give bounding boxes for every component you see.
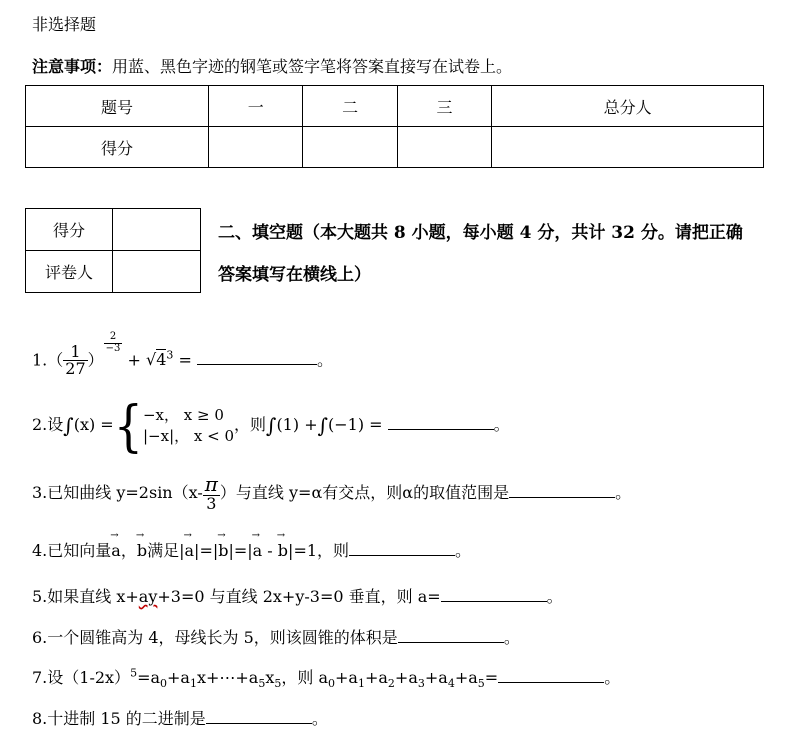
score-row-label: 得分 [26, 127, 209, 168]
q3-rest: ）与直线 y=α有交点，则α的取值范围是 [219, 483, 510, 502]
question-5 [32, 584, 563, 607]
notice [32, 54, 512, 77]
notice-text: 用蓝、黑色字迹的钢笔或签字笔将答案直接写在试卷上。 [112, 57, 513, 76]
q2-case1: −x， x ≥ 0 [142, 405, 224, 424]
q2-then: ，则 [234, 415, 267, 434]
score-header-cell: 一 [209, 86, 303, 127]
q7-then: ，则 a [281, 668, 329, 687]
q7-sub: 5 [258, 677, 266, 691]
q5-lead: 5.如果直线 x+ [32, 587, 139, 606]
q7-term: +a [364, 668, 388, 687]
q7-power: 5 [130, 666, 138, 680]
q7-sub: 4 [447, 677, 455, 691]
q7-sub: 5 [477, 677, 485, 691]
grader-score-cell[interactable] [113, 209, 201, 251]
q5-end: 。 [546, 587, 563, 606]
q7-term: +a [335, 668, 358, 687]
q4-comma: ， [120, 541, 137, 560]
q5-ay: ay [138, 587, 158, 606]
score-header-cell: 二 [303, 86, 397, 127]
q3-pi: π [204, 472, 218, 497]
question-8 [32, 706, 328, 729]
f-symbol: ∫ [317, 413, 329, 438]
part-title-line1: 二、填空题（本大题共 8 小题，每小题 4 分，共计 32 分。请把正确 [218, 223, 743, 243]
q7-sub: 5 [274, 677, 282, 691]
q1-fraction [63, 341, 87, 379]
vector-b: → b [137, 541, 147, 560]
q2-fm1: (−1) = [328, 415, 383, 434]
q2-end: 。 [493, 415, 510, 434]
q1-answer-blank[interactable] [197, 363, 317, 365]
score-cell[interactable] [492, 127, 764, 168]
q4-minus: - [262, 541, 278, 560]
q7-term: +a [454, 668, 478, 687]
vector-b: → b [218, 541, 228, 560]
score-header-cell: 题号 [26, 86, 209, 127]
q1-paren: （ [47, 350, 64, 370]
q7-term: +a [424, 668, 448, 687]
q2-f1: (1) + [276, 415, 318, 434]
q7-term: x+⋯+a [196, 668, 259, 687]
q8-end: 。 [311, 709, 328, 728]
question-3 [32, 468, 631, 518]
q6-end: 。 [503, 628, 520, 647]
q3-lead: 3.已知曲线 y=2sin（x- [32, 483, 203, 502]
question-7 [32, 665, 620, 690]
vector-a: → a [253, 541, 263, 560]
q7-term: x [265, 668, 275, 687]
q3-answer-blank[interactable] [509, 496, 615, 498]
q6-answer-blank[interactable] [398, 641, 504, 643]
q8-text: 8.十进制 15 的二进制是 [32, 709, 206, 728]
q1-denominator: 27 [65, 359, 86, 379]
q1-exp-num: 2 [104, 332, 123, 344]
grader-table [25, 208, 201, 293]
q1-paren-close: ） [87, 350, 104, 370]
question-1 [32, 330, 333, 382]
q4-bar: |=| [228, 541, 253, 560]
vector-a: → a [185, 541, 195, 560]
q5-answer-blank[interactable] [441, 600, 547, 602]
q8-answer-blank[interactable] [206, 722, 312, 724]
part-title-line2: 答案填写在横线上） [218, 265, 371, 285]
q1-number: 1. [32, 350, 48, 370]
q7-equals: = [484, 668, 499, 687]
question-2 [32, 393, 510, 458]
q3-fraction [203, 474, 220, 513]
q1-root-base: 4 [156, 350, 167, 370]
q2-lead: 2.设 [32, 415, 64, 434]
q4-mid: 满足| [147, 541, 185, 560]
section-label: 非选择题 [32, 15, 97, 34]
q7-term: +a [394, 668, 418, 687]
f-symbol: ∫ [266, 413, 277, 438]
score-cell[interactable] [209, 127, 303, 168]
q1-sqrt: $√4^3$ [146, 349, 174, 370]
q1-exp-den: −3 [105, 342, 121, 354]
score-cell[interactable] [397, 127, 491, 168]
q6-text: 6.一个圆锥高为 4，母线长为 5，则该圆锥的体积是 [32, 628, 398, 647]
q7-sub: 3 [417, 677, 425, 691]
q1-equals: = [173, 350, 192, 370]
score-cell[interactable] [303, 127, 397, 168]
q7-term: +a [167, 668, 190, 687]
score-header-cell: 总分人 [492, 86, 764, 127]
score-table [25, 85, 764, 168]
q4-bar: |=| [194, 541, 219, 560]
q7-answer-blank[interactable] [498, 681, 604, 683]
q4-tail: |=1，则 [288, 541, 350, 560]
q7-sub: 2 [387, 677, 395, 691]
f-symbol: ∫ [63, 413, 74, 438]
q3-end: 。 [615, 483, 632, 502]
q5-rest: +3=0 与直线 2x+y-3=0 垂直，则 a= [157, 587, 441, 606]
q7-lead: 7.设（1-2x） [32, 668, 131, 687]
grader-name-label: 评卷人 [26, 251, 113, 293]
question-4 [32, 538, 471, 561]
q7-sub: 1 [357, 677, 365, 691]
q1-exponent [104, 332, 123, 354]
q4-end: 。 [455, 541, 472, 560]
q4-lead: 4.已知向量 [32, 541, 112, 560]
q2-cases [143, 405, 234, 447]
q2-answer-blank[interactable] [388, 428, 494, 430]
q2-case2: |−x|， x < 0 [142, 426, 234, 445]
q1-root-exp: 3 [166, 349, 174, 362]
vector-b: → b [278, 541, 288, 560]
q4-answer-blank[interactable] [349, 554, 455, 556]
q7-term: =a [137, 668, 161, 687]
q3-three: 3 [203, 495, 220, 513]
grader-score-label: 得分 [26, 209, 113, 251]
q1-end: 。 [316, 350, 333, 370]
q1-numerator: 1 [63, 344, 87, 362]
notice-label: 注意事项： [32, 57, 113, 76]
q2-brace: { [113, 393, 143, 458]
q7-end: 。 [604, 668, 621, 687]
grader-name-cell[interactable] [113, 251, 201, 293]
q7-sub: 1 [189, 677, 197, 691]
vector-a: → a [111, 541, 121, 560]
score-header-cell: 三 [397, 86, 491, 127]
q2-fx: (x) = [73, 415, 114, 434]
q7-sub: 0 [328, 677, 336, 691]
q1-plus: + [127, 350, 141, 370]
question-6 [32, 625, 520, 648]
q7-sub: 0 [160, 677, 168, 691]
